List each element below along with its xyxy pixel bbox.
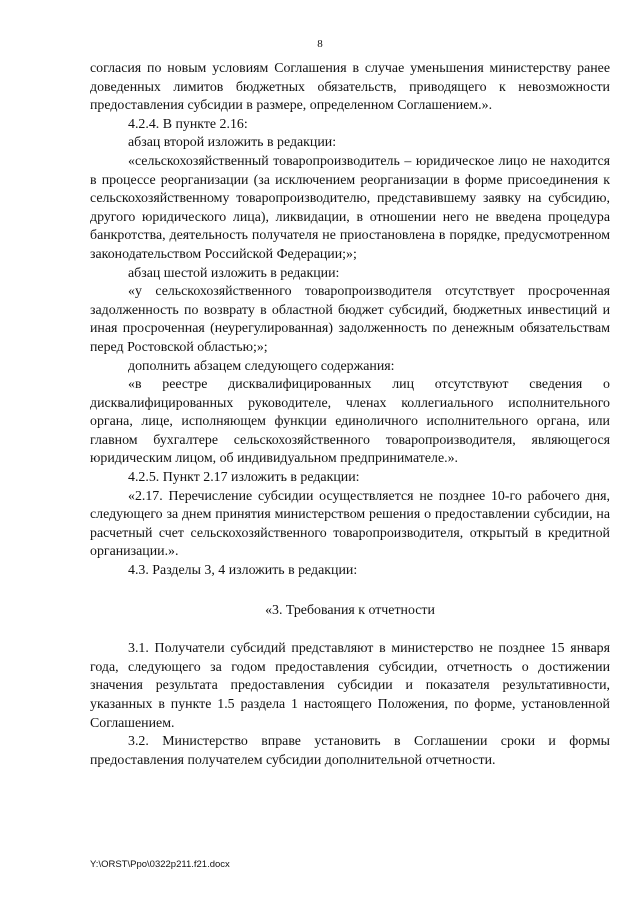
paragraph-quoted-text: «сельскохозяйственный товаропроизводитель – юридическое лицо не находится в процессе реорганизации (за исключением реорганизации в форме присоединения к сельскохозяйственному товаропроизводителю, представившему заявку на субсидию, другого юридического лица), ликвидации, в отношении него не введена процедура банкротства, деятельность получателя не приостановлена в порядке, предусмотренном законодательством Российской Федерации;»; (90, 153, 610, 262)
paragraph-instruction: дополнить абзацем следующего содержания: (128, 358, 395, 374)
paragraph-quoted-text: «в реестре дисквалифицированных лиц отсутствуют сведения о дисквалифицированных руководителе, членах коллегиального исполнительного органа, лице, исполняющем функции единоличного исполнительного органа, или главном бухгалтере сельскохозяйственного товаропроизводителя, являющегося юридическим лицом, об индивидуальном предпринимателе.». (90, 377, 610, 467)
page-number: 8 (317, 38, 323, 50)
paragraph-instruction: абзац второй изложить в редакции: (128, 135, 337, 151)
paragraph-section-3-2: 3.2. Министерство вправе установить в Соглашении сроки и формы предоставления получателем субсидии дополнительной отчетности. (90, 734, 610, 768)
paragraph-section-3-1: 3.1. Получатели субсидий представляют в министерство не позднее 15 января года, следующего за годом предоставления субсидии, отчетность о достижении значения результата предоставления субсидии и показателя результативности, указанных в пункте 1.5 раздела 1 настоящего Положения, по форме, установленной Соглашением. (90, 641, 610, 731)
paragraph-continuation: согласия по новым условиям Соглашения в случае уменьшения министерству ранее доведенных лимитов бюджетных обязательств, приводящего к невозможности предоставления субсидии в размере, определенном Соглашением.». (90, 61, 610, 114)
document-body (90, 60, 610, 770)
paragraph-quoted-text: «у сельскохозяйственного товаропроизводителя отсутствует просроченная задолженность по возврату в областной бюджет субсидий, бюджетных инвестиций и иная просроченная (неурегулированная) задолженность по денежным обязательствам перед Ростовской областью;»; (90, 284, 610, 355)
paragraph-clause-4-2-4: 4.2.4. В пункте 2.16: (128, 116, 248, 132)
footer-file-path: Y:\ORST\Ppo\0322p211.f21.docx (90, 859, 230, 870)
paragraph-quoted-text: «2.17. Перечисление субсидии осуществляется не позднее 10-го рабочего дня, следующего за днем принятия министерством решения о предоставлении субсидии, на расчетный счет сельскохозяйственного товаропроизводителя, открытый в кредитной организации.». (90, 488, 610, 560)
paragraph-instruction: абзац шестой изложить в редакции: (128, 265, 340, 281)
paragraph-clause-4-2-5: 4.2.5. Пункт 2.17 изложить в редакции: (128, 470, 360, 486)
paragraph-clause-4-3: 4.3. Разделы 3, 4 изложить в редакции: (128, 563, 358, 579)
section-heading: «3. Требования к отчетности (265, 602, 435, 618)
